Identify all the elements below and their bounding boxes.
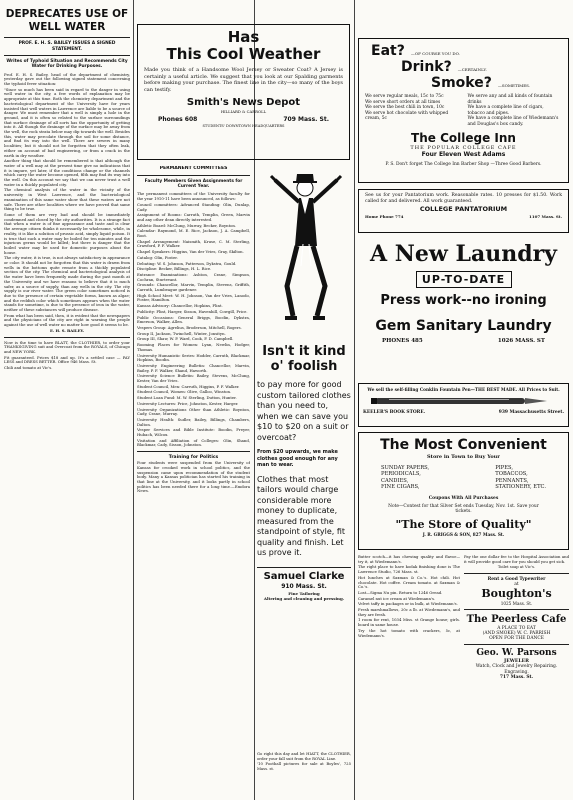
peerless-owner: (AND SMOKE) W. C. PARRISH xyxy=(482,631,551,637)
local-item: Toilet soap at Vic's. xyxy=(497,564,536,570)
laundry-badge: UP-TO-DATE xyxy=(416,271,512,288)
inn-menu-item: We serve any and all kinds of fountain drinks xyxy=(467,94,553,105)
griggs-item: FINE CIGARS, xyxy=(381,484,420,491)
griggs-item: PIPES, xyxy=(495,465,514,471)
inn-ps: P. S. Don't forget The College Inn Barber Shop —Three Good Barbers. xyxy=(385,161,542,167)
griggs-item: PERIODICALS, xyxy=(381,471,421,478)
smiths-tagline: STUDENTS' DOWNTOWN HEADQUARTERS xyxy=(202,124,285,129)
committees-list xyxy=(137,192,250,448)
smiths-address: 709 Mass. St. xyxy=(283,116,329,124)
column-divider xyxy=(354,0,355,800)
laundry-name: Gem Sanitary Laundry xyxy=(375,318,552,334)
blatt-ad-2: Fit guaranteed. Prices $18 and up. It's a settled case — PAY LESS and DRESS BETTER. Office 946 Mass. St. xyxy=(4,354,130,365)
griggs-owner: J. R. GRIGGS & SON, 827 Mass. St. xyxy=(422,531,505,537)
committees-subhead: Faculty Members Given Assignments for Current Year. xyxy=(144,179,243,190)
inn-menu-item: We serve regular meals, 15c to 75c xyxy=(365,94,444,99)
griggs-item: PENNANTS, xyxy=(495,477,529,484)
smiths-name: Smith's News Depot xyxy=(186,97,301,109)
smoke-note: —SOMETIMES. xyxy=(497,83,531,88)
parsons-address: 717 Mass. St. xyxy=(499,675,534,681)
smiths-title-1: Has xyxy=(227,28,260,46)
pantatorium-name: COLLEGE PANTATORIUM xyxy=(419,205,508,213)
committee-item: Publicity: Flint, Harger, Sisson, Havenhill, Cowgill, Price. xyxy=(137,308,248,314)
committee-item: Student Council, Men: Carruth, Higgins, P. F. Walker. xyxy=(137,383,240,389)
committee-item: University Organizations Other than Athletic: Boynton, Cady, Crane, Murray. xyxy=(137,406,250,417)
article-subhead-2: Writes of Typhoid Situation and Recommends City Water for Drinking Purposes. xyxy=(6,59,128,70)
local-item: 1 room for rent, 1034 Miss. st Grange house; girls. board in same house. xyxy=(358,617,460,628)
laundry-phone: PHONES 485 xyxy=(382,338,423,344)
drink-note: —CERTAINLY. xyxy=(457,67,487,72)
article-signature: E. H. S. BAILEY. xyxy=(49,327,85,333)
inn-menu-item: We serve the best chili in town, 10c xyxy=(365,105,445,111)
right-ads xyxy=(464,555,569,797)
griggs-coupons: Coupons With All Purchases xyxy=(428,495,499,501)
griggs-slogan: "The Store of Quality" xyxy=(395,517,532,531)
griggs-subtitle: Store in Town to Buy Your xyxy=(427,454,500,460)
local-item: The right place to have kodak finishing done is The Lawrence Studio, 726 Mass. st. xyxy=(358,564,460,575)
committee-item: Council committees: Advanced Standing: Olin, Dunlap, Cady. xyxy=(137,201,250,212)
local-item: Fresh marshmallows, 20c a lb. at Wiedemann's, and they are fresh. xyxy=(358,607,460,617)
committee-item: Vespers Group: Agrelius, Broderson, Mitchell, Rogers. xyxy=(137,324,242,330)
griggs-item: STATIONERY, ETC. xyxy=(495,484,546,491)
committee-item: High School Meet: W. H. Johnson, Van der Vries, Lanodo, Foster, Hamilton. xyxy=(137,292,250,303)
committee-item: Chapel Arrangement: Naismith, Kruse, C. M. Sterling, Crawford, P. F. Walker. xyxy=(137,238,250,249)
committee-item: University Humanistic Series: Hodder, Carruth, Blackmar, Hopkins, Boodin. xyxy=(137,352,250,363)
laundry-ad xyxy=(358,239,569,379)
committee-item: University Health: Sudler, Bailey, Billings, Chambers, Dalton. xyxy=(137,416,250,427)
peerless-subtitle: A PLACE TO EAT xyxy=(497,626,536,632)
pen-address: 939 Massachusetts Street. xyxy=(498,410,564,415)
inn-menu-item: We serve short orders at all times xyxy=(365,99,441,105)
local-item: Go right this day and let HIATT, the CLOTHIER, order your fall suit from the ROYAL Line. xyxy=(257,752,351,761)
local-item: Pay the one dollar fee to the Hospital Association and it will provide good care for you should you get sick. xyxy=(464,555,569,564)
committee-item: Rooming Places for Women: Lynn, Newlin, Hodger, Thomas. xyxy=(137,342,250,352)
clarke-tagline: Fine Tailoring xyxy=(288,590,320,596)
blatt-ad: Now is the time to have BLATT, the CLOTHIER, to order your THANKSGIVING suit and Overcoat from the ROYALS, of Chicago and NEW YORK. xyxy=(4,339,130,354)
article-para: The chemical analysis of the water in the vicinity of the university in West Lawrence, and the bacteriological examination of this same water show that these waters are not safe. There are other localities where we have proved that same thing to be true. xyxy=(4,187,130,212)
committee-item: University Science Bulletin: Bailey, Stevens, McClung, Kester, Van der Vries. xyxy=(137,373,250,384)
column-3 xyxy=(257,166,351,796)
local-item: Velvet taffy in packages or in bulk, at Wiedemann's. xyxy=(358,601,458,607)
article-para: The city water, it is true, is not always satisfactory in appearance or color. It should not be forgotten that this water is drawn from wells in the bottoms quite remote from a thickly populated section of the city. The chemical and bacteriological analysis of the water have been frequently made during the past month at the University and we have reasons to believe that it is much safer, as a source of supply, than any wells in the city. The city supply is our river water. The green color sometimes noticed is due to the presence of certain vegetable forms, known as algae; and the reddish color which sometimes appears when the water stands for sometime, is due to the presence of iron in the water, neither of these substances will produce disease. xyxy=(4,255,130,313)
locals-column xyxy=(358,555,460,797)
griggs-item: CANDIES, xyxy=(381,477,409,484)
locals-mid xyxy=(257,752,351,797)
pantatorium-body: See us for your Pantatorium work. Reasonable rates. 10 presses for $1.50. Work called for and delivered. All work guaranteed. xyxy=(365,193,562,204)
local-item: Try the hot tomato with crackers, 5c, at Wiedemann's. xyxy=(358,627,460,638)
laundry-title: A New Laundry xyxy=(370,241,557,267)
local-item: Butter scotch—it has chewing quality and flavor—try it, at Wiedemann's. xyxy=(358,555,460,564)
local-item: Hot lunches at Saxman & Co.'s. Hot chili. Hot chocolate. Hot coffee. Cream tomato. at Saxman & Co.'s. xyxy=(358,574,460,590)
committee-item: Chapel Speakers: Higgins, Van der Vries, Gray, Skilton. xyxy=(137,249,244,255)
inn-menu-item: We have a complete line of Wiedemann's and Douglas's box candy. xyxy=(467,116,559,127)
smiths-phone: Phones 608 xyxy=(158,116,198,124)
article-para: From what has been said, then, it is evident that the newspapers and the physicians of the city are right in warning the people against the use of well water no matter how good it seems to be. xyxy=(4,312,130,328)
committee-item: Public Occasions: General Briggs, Bocdin, Dykstra, Emerson, Walker, Allen. xyxy=(137,314,250,325)
clarke-tagline-2: Altering and cleaning and pressing. xyxy=(263,595,345,601)
clarke-address: 910 Mass. St. xyxy=(281,582,327,590)
article-para: Some of them are very bad and should be immediately condemned and closed by the city authorities. It is a strange fact that when a water is of fine appearance and taste and is clear the average citizen thinks it necessarily be wholesome, while, in reality, it is like a solution of prussic acid, simply liquid poison. It is true that such a water may be boiled for ten minutes and the injurious germs would be killed; but there is danger that the boiled water may be used for domestic purposes about the house. xyxy=(4,211,130,255)
committee-item: Vesper Services and Bible Institute: Boodin, Freyer, Hubach, Wilcox. xyxy=(137,427,250,438)
committee-item: Debating: W. S. Johnson, Patterson, Dykstra, Gould. xyxy=(137,260,237,266)
clarke-name: Samuel Clarke xyxy=(263,570,345,582)
smiths-title-2: This Cool Weather xyxy=(166,45,321,63)
boughton-name: Boughton's xyxy=(481,587,552,601)
inn-menu-item: We have a complete line of cigars, tobacco and pipes. xyxy=(467,105,544,116)
committee-item: Entrance Examinations: Ashton, Crane, Simpson, Cochran, Sturtevant. xyxy=(137,271,250,282)
article-subhead: PROF. E. H. S. BAILEY ISSUES A SIGNED STATEMENT. xyxy=(18,41,116,52)
committee-item: Calendar: Raymond, M. E. Rice, Jackson, J. A. Campbell, Root. xyxy=(137,228,250,239)
committee-item: Kansas Advisory: Chancellor, Hopkins, Flint. xyxy=(137,303,223,309)
tailor-body-1: to pay more for good custom tailored clothes than you need to, when we can save you $10 to $20 on a suit or overcoat? xyxy=(257,380,351,442)
griggs-note: Note—Contest for that Silver Set ends Tuesday, Nov. 1st. Save your tickets. xyxy=(388,503,539,515)
politics-headline: Training for Politics xyxy=(168,455,219,461)
committee-item: Student Council, Women: Olive, Galloo, Winston. xyxy=(137,389,232,395)
dancing-man-illustration xyxy=(257,166,351,336)
column-2 xyxy=(137,166,250,796)
drink-heading: Drink? xyxy=(401,59,452,75)
eat-heading: Eat? xyxy=(371,43,405,59)
committee-item: Student Loan Fund: M. W. Sterling, Dutton, Hunter. xyxy=(137,395,237,401)
committee-item: Visitation and Affiliation of Colleges: Olin, Shand, Blackmar, Cady, Sisson, Johnston. xyxy=(137,437,250,448)
smoke-heading: Smoke? xyxy=(431,75,492,91)
tailor-body-3: Clothes that most tailors would charge considerable more money to duplicate, measured from the standpoint of style, fit quality and finish. Let us prove it. xyxy=(257,474,345,557)
committee-item: Athletic Board: McClung, Murray, Becker, Boynton. xyxy=(137,222,237,228)
column-1 xyxy=(4,5,130,797)
inn-menu-item: We serve hot chocolate with whipped cream, 5c xyxy=(365,110,449,122)
committee-item: Group II, Jackson, Twinchell, Winter, Jonsityn. xyxy=(137,330,226,336)
pantatorium-ad xyxy=(358,189,569,233)
eat-note: —OF COURSE YOU DO. xyxy=(410,51,460,56)
griggs-ad xyxy=(358,432,569,550)
boughton-at: at xyxy=(514,582,519,588)
tailor-headline-2: o' foolish xyxy=(270,359,338,374)
column-divider xyxy=(133,0,134,800)
inn-address: Four Eleven West Adams xyxy=(421,150,506,158)
parsons-body: Watch, Clock and Jewelry Repairing. Engraving. xyxy=(475,664,558,675)
committees-headline: PERMANENT COMMITTEES xyxy=(159,166,228,171)
griggs-item: TOBACCOS, xyxy=(495,471,528,478)
local-item: '10 Football pictures for sale at Boyles', 725 Mass. st. xyxy=(257,761,351,772)
smiths-ad xyxy=(137,24,350,160)
pantatorium-address: 1107 Mass. St. xyxy=(529,214,562,219)
fountain-pen-ad xyxy=(358,383,569,427)
committee-item: University Engineering Bulletin: Chancellor, Marvin, Bailey, P. F. Walker, Shand, Haworth. xyxy=(137,362,250,373)
article-para: Prof. E. H. S. Bailey, head of the department of chemistry, yesterday gave out the following signed statement concerning the typhoid fever situation: xyxy=(4,71,130,86)
committee-item: Discipline: Becker, Billings, H. L. Rice. xyxy=(137,266,212,272)
smiths-owners: HILLIARD & CARROLL xyxy=(220,109,267,115)
local-item: Caramel nut ice cream at Wiedemann's. xyxy=(358,595,436,601)
local-item: Lost—Sigma Nu pin. Return to 1246 Oread. xyxy=(358,589,443,595)
griggs-title: The Most Convenient xyxy=(380,437,547,453)
committee-item: Catalog: Olin, Foster. xyxy=(137,254,178,260)
article-para: Another thing that should be remembered is that although the water of a well may at the present time give no indications that it is impure, yet later, if the conditions change or the channels which carry the water become opened, filth may find its way into the well. On this account we say that we can never trust a well water in a thickly populated city. xyxy=(4,158,130,187)
college-inn-ad xyxy=(358,38,569,183)
griggs-item: SUNDAY PAPERS, xyxy=(381,465,430,471)
parsons-subtitle: JEWELER xyxy=(504,659,529,665)
article-headline: DEPRECATES USE OF WELL WATER xyxy=(5,8,129,33)
peerless-hours: OPEN FOR THE DANCE xyxy=(489,636,544,642)
laundry-address: 1026 MASS. ST xyxy=(497,338,545,344)
pen-store: KEELER'S BOOK STORE. xyxy=(363,410,426,415)
article-para: "Since so much has been said in regard to the danger in using well water in the city, a few words of explanation may be appropriate at this time. Both the chemistry department and the bacteriological department of the University have for years insisted that well waters in Lawrence are liable to be a source of danger. We must remember that a well is simply a hole in the ground, and it is often so related to the surface surroundings that surface drainage of all sorts has the opportunity of getting into it. All though the drainage of the surface may be away from the well, the rock strata below may dip towards the well. Besides this, water may percolate through the soil for some distance, and find its way into the well. There are sewers in many localities; but it should not be forgotten that they often leak, either on account of bad engineering, or from a crack in the earth in dry weather. xyxy=(4,86,130,158)
committee-item: The permanent committees of the University faculty for the year 1910-11 have been announced, as follows: xyxy=(137,191,250,202)
inn-name: The College Inn xyxy=(411,130,516,145)
pantatorium-phone: Home Phone 774 xyxy=(365,214,404,219)
boughton-rent: Rent a Good Typewriter xyxy=(487,577,546,583)
fountain-pen-icon xyxy=(369,394,559,408)
politics-body: Four students were suspended from the University of Kansas for crooked work in school politics, and the suspension came upon recommendation of the student body. Many a Kansas politician has started his training in that line at the University, and it looks partly in school politics has been needed there for a long time.—Emdora News. xyxy=(137,460,250,494)
committee-item: Grounds: Chancellor, Marvin, Templin, Stevens, Griffith, Carruth, Lumbeague gardener. xyxy=(137,282,250,293)
parsons-name: Geo. W. Parsons xyxy=(476,648,557,659)
committee-item: University Lectures: Price, Johnston, Kester, Harger. xyxy=(137,400,239,406)
vics-ad: Chili and tomato at Vic's. xyxy=(4,365,53,371)
laundry-press: Press work--no ironing xyxy=(380,293,547,308)
smiths-body: Made you think of a Handsome Wool Jersey or Sweater Coat? A Jersey is certainly a useful article. We suggest that you look at our Spalding garments before making your purchase. The finest line in the city—so many of the boys can testify. xyxy=(144,67,343,93)
tailor-headline-1: Isn't it kind xyxy=(262,344,346,359)
committee-item: Group III, Shaw, W. P. Ward, Cook, F. D. Campbell. xyxy=(137,336,234,342)
boughton-address: 1025 Mass. St. xyxy=(500,601,533,607)
pen-headline: We sell the self-filling Conklin Fountain Pen—THE BEST MADE. All Prices to Suit. xyxy=(367,387,560,392)
peerless-name: The Peerless Cafe xyxy=(466,614,567,626)
committee-item: Assignment of Rooms: Carruth, Templin, Green, Marvin and any other dean directly interested. xyxy=(137,212,250,222)
inn-subtitle: THE POPULAR COLLEGE CAFE xyxy=(410,144,517,151)
tailor-body-2: From $20 upwards, we make clothes good enough for any man to wear. xyxy=(257,449,338,468)
